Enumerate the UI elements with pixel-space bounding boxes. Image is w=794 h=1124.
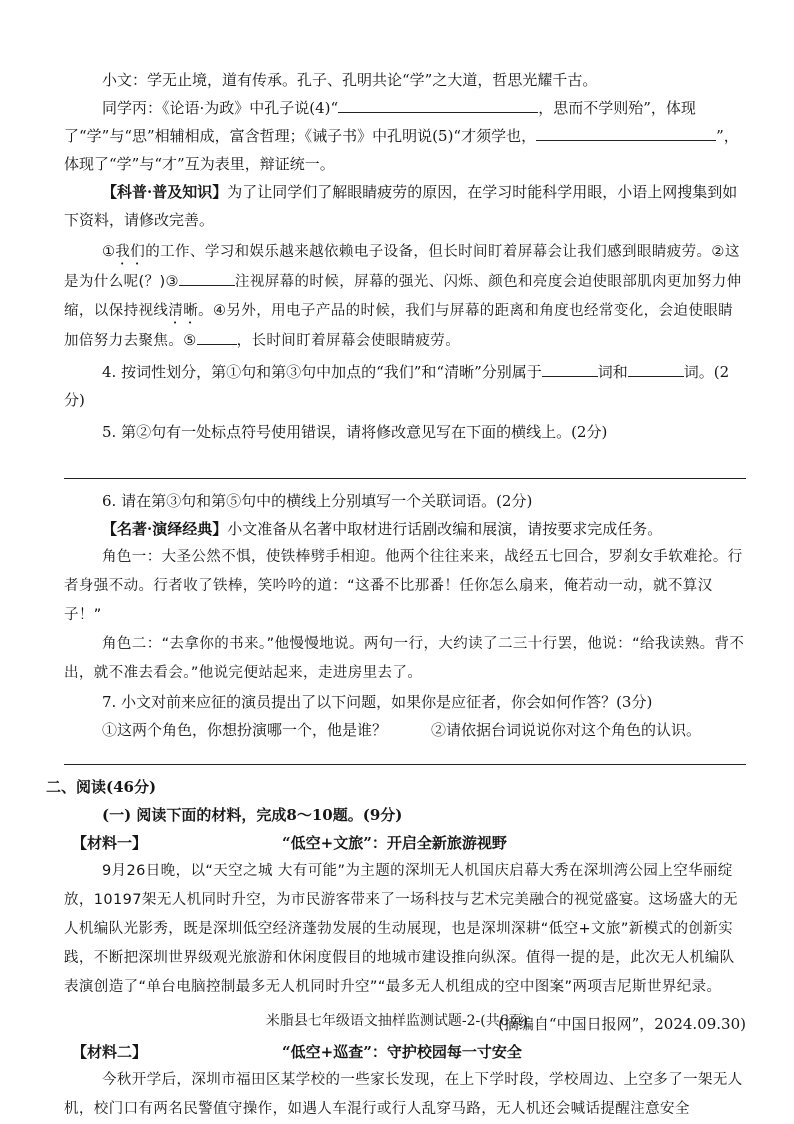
- question-5: 5. 第②句有一处标点符号使用错误，请将修改意见写在下面的横线上。(2分): [102, 423, 608, 441]
- question-4: [64, 358, 746, 414]
- material-2-tag: 【材料二】: [72, 1043, 148, 1061]
- question-7-item-2: ②请依据台词说说你对这个角色的认识。: [431, 721, 702, 739]
- material-2-title: “低空+巡查”：守护校园每一寸安全: [282, 1043, 522, 1061]
- question-4-text-b: 词和: [597, 363, 628, 381]
- q4-blank-1[interactable]: [542, 362, 598, 377]
- material-1-source: (摘编自“中国日报网”，2024.09.30): [498, 1015, 746, 1033]
- q5-text-c: 与“思”相辅相成，富含哲理；《诫子书》中孔明说(5)“才须学也，: [109, 127, 537, 145]
- role-one: [64, 543, 746, 630]
- material-1-title: “低空+文旅”：开启全新旅游视野: [282, 834, 507, 852]
- dotted-word-qingxi: 清晰: [168, 303, 199, 319]
- fill-blank-sentence-5[interactable]: [197, 330, 237, 345]
- kepu-passage: [64, 238, 746, 356]
- fill-blank-5[interactable]: [536, 126, 716, 141]
- question-7-items: [64, 716, 746, 744]
- q5-text-d: ”，体现: [64, 127, 739, 173]
- kepu-intro-text: 为了让同学们了解眼睛疲劳的原因，在学习时能科学用眼，小语上网搜集到如下资料，请修改完善。: [64, 183, 738, 229]
- role-one-label: 角色一：: [102, 549, 162, 565]
- material-1-text: 9月26日晚，以“天空之城 大有可能”为主题的深圳无人机国庆启幕大秀在深圳湾公园上空华丽绽放，10197架无人机同时升空，为市民游客带来了一场科技与艺术完美融合的视觉盛宴。这场盛大的无人机编队光影秀，既是深圳低空经济蓬勃发展的生动展现，也是深圳深耕“低空+文旅”新模式的创新实践，不断把深圳世界级观光旅游和休闲度假目的地城市建设推向纵深。值得一提的是，此次无人机编队表演创造了“单台电脑控制最多无人机同时升空”“最多无人机组成的空中图案”两项吉尼斯世界纪录。: [64, 863, 738, 995]
- answer-line-q5[interactable]: [64, 460, 746, 479]
- mingzhu-text: 小文准备从名著中取材进行话剧改编和展演，请按要求完成任务。: [227, 520, 663, 538]
- q4-blank-2[interactable]: [628, 362, 684, 377]
- material-2-header: [64, 1038, 746, 1066]
- material-2-text: 今秋开学后，深圳市福田区某学校的一些家长发现，在上下学时段，学校周边、上空多了一架无人机，校门口有两名民警值守操作，如遇人车混行或行人乱穿马路，无人机还会喊话提醒注意安全: [64, 1072, 743, 1117]
- q4-text-a: 同学丙：《论语·为政》中孔子说(4)“: [102, 99, 339, 117]
- page-footer: 米脂县七年级语文抽样监测试题-2-(共6页): [265, 1013, 529, 1029]
- question-4-text-c: 词。(2分): [64, 363, 730, 409]
- sentence-3: 注视屏幕的时候，屏幕的强光、闪烁、颜色和亮度会迫使眼部肌肉更加努力伸缩，以保持视线: [64, 274, 742, 319]
- q5-text-e: 了“学”与“才”互为表里，辩证统一。: [94, 155, 335, 173]
- mingzhu-intro: [64, 515, 746, 543]
- mingzhu-tag: 【名著·演绎经典】: [102, 520, 228, 538]
- role-two-label: 角色二：: [102, 636, 162, 652]
- role-one-text: 大圣公然不惧，使铁棒劈手相迎。他两个往往来来，战经五七回合，罗刹女手软难抡。行者身强不动。行者收了铁棒，笑吟吟的道：“这番不比那番！任你怎么扇来，俺若动一动，就不算汉子！”: [64, 549, 743, 623]
- role-two-text: “去拿你的书来。”他慢慢地说。两句一行，大约读了二三十行罢，他说：“给我读熟。背不出，就不准去看会。”他说完便站起来，走进房里去了。: [64, 636, 745, 681]
- material-1-tag: 【材料一】: [72, 834, 148, 852]
- part-1-title: (一) 阅读下面的材料，完成8～10题。(9分): [102, 806, 403, 824]
- sentence-1: 的工作、学习和娱乐越来越依赖电子设备，但长时间盯着屏幕会让我们感到眼睛疲劳。: [145, 244, 712, 260]
- material-1-header: [64, 829, 746, 857]
- sentence-1-num: ①: [102, 244, 116, 260]
- fill-blank-sentence-3[interactable]: [179, 271, 235, 286]
- sentence-3-rest: 。④另外，用电子产品的时候，我们与屏幕的距离和角度也经常变化，会迫使眼睛加倍努力去聚焦。⑤: [64, 303, 734, 349]
- role-two: [64, 630, 746, 688]
- question-7-item-1: ①这两个角色，你想扮演哪一个，他是谁？: [102, 721, 388, 739]
- question-7: 7. 小文对前来应征的演员提出了以下问题，如果你是应征者，你会如何作答？(3分): [102, 693, 653, 711]
- fill-blank-4[interactable]: [338, 98, 538, 113]
- answer-line-q7[interactable]: [64, 746, 746, 765]
- sentence-2: ②这是为什么呢(？)③: [64, 244, 740, 290]
- question-4-text-a: 4. 按词性划分，第①句和第③句中加点的“我们”和“清晰”分别属于: [102, 363, 542, 381]
- section-2-title: 二、阅读(46分): [46, 778, 157, 796]
- sentence-5: ，长时间盯着屏幕会使眼睛疲劳。: [236, 333, 461, 349]
- kepu-tag: 【科普·普及知识】: [102, 183, 228, 201]
- kepu-intro: [64, 178, 746, 234]
- paragraph-classmate-c: [64, 94, 746, 178]
- paragraph-xiaowen: 小文：学无止境，道有传承。孔子、孔明共论“学”之大道，哲思光耀千古。: [102, 71, 598, 89]
- question-6: 6. 请在第③句和第⑤句中的横线上分别填写一个关联词语。(2分): [102, 492, 533, 510]
- dotted-word-women: 我们: [115, 244, 146, 260]
- q4-text-b: ，思而不学则殆”，体现了“学”: [64, 99, 696, 145]
